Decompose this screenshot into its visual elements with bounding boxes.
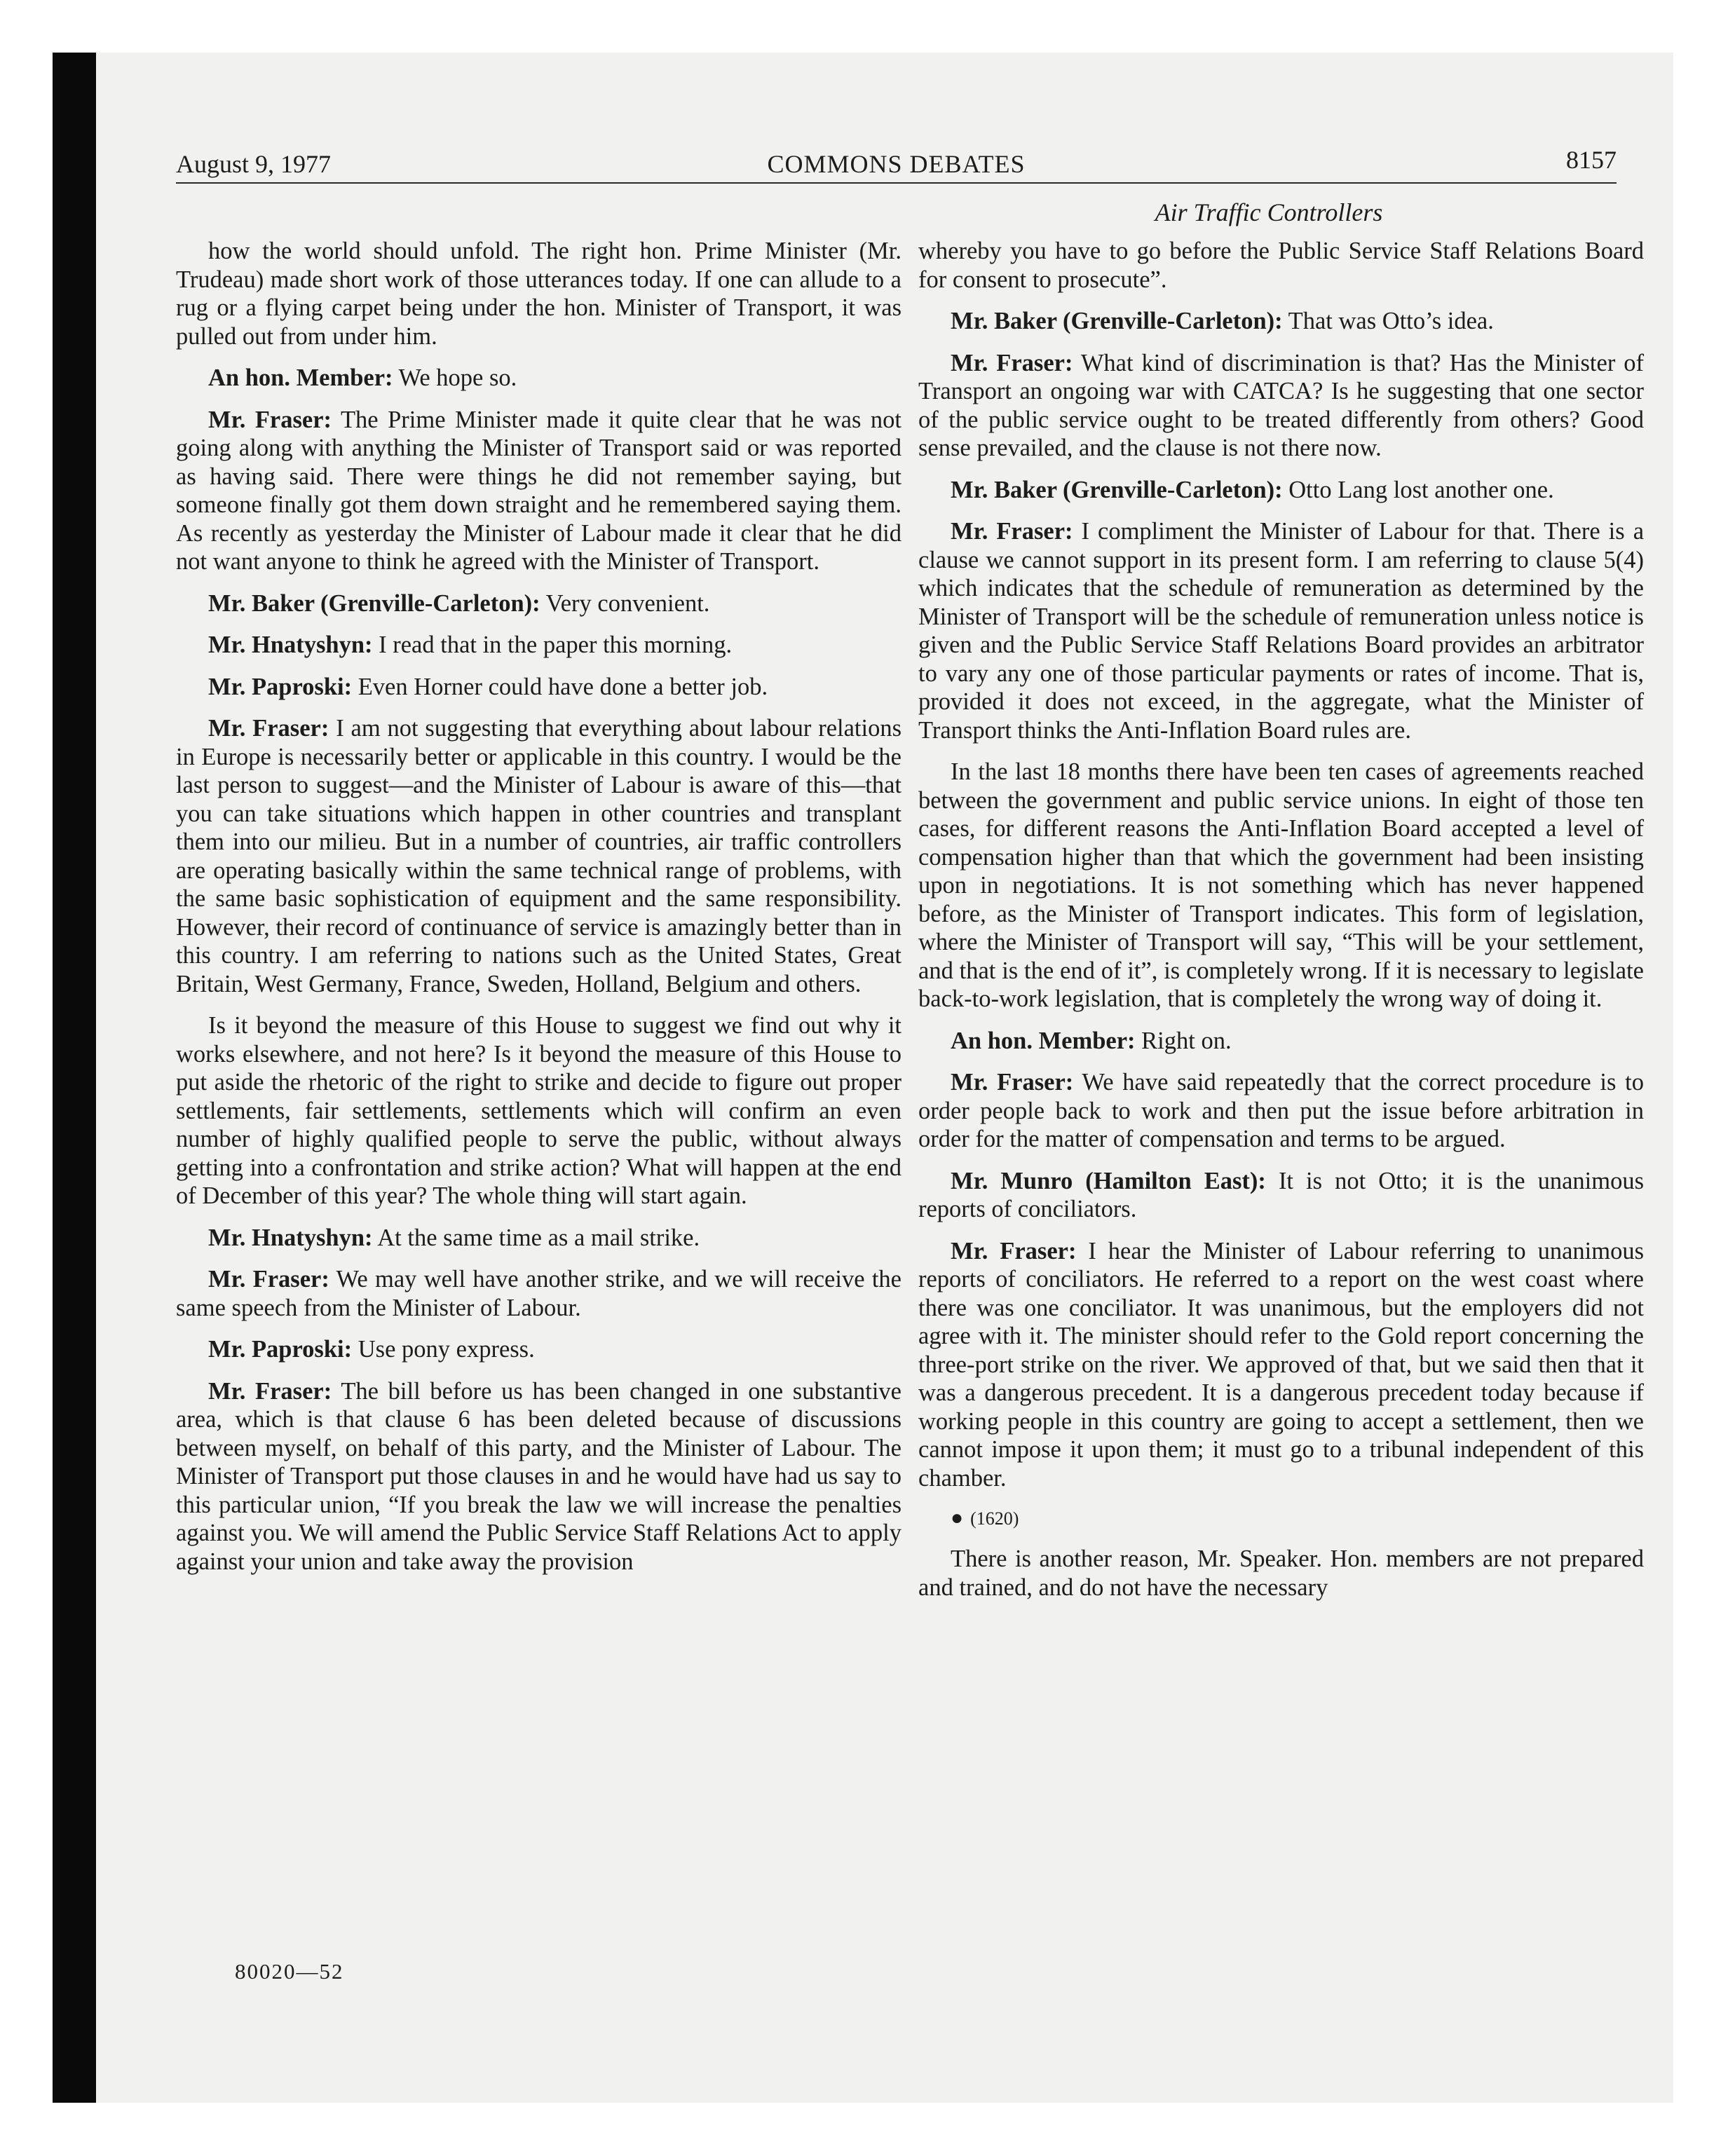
paragraph	[176, 237, 901, 350]
speech-paragraph	[176, 589, 901, 618]
paragraph-text: What kind of discrimination is that? Has the Minister of Transport an ongoing war with CATCA? Is he suggesting that one sector of the public service ought to be treated differently from others? Good sense prevailed, and the clause is not there now.	[918, 349, 1644, 461]
paragraph	[176, 1011, 901, 1210]
speaker-name: Mr. Paproski:	[208, 1336, 353, 1363]
paragraph-text: There is another reason, Mr. Speaker. Hon. members are not prepared and trained, and do not have the necessary	[918, 1546, 1644, 1601]
speaker-name: An hon. Member:	[208, 364, 393, 391]
speech-paragraph	[176, 364, 901, 393]
speaker-name: Mr. Paproski:	[208, 673, 353, 700]
speaker-name: Mr. Fraser:	[951, 1237, 1077, 1264]
paragraph-text: The Prime Minister made it quite clear that he was not going along with anything the Minister of Transport said or was reported as having said. There were things he did not remember saying, but someone finally got them down straight and he remembered saying them. As recently as yesterday the Minister of Labour made it clear that he did not want anyone to think he agreed with the Minister of Transport.	[176, 406, 901, 575]
speech-paragraph	[176, 1377, 901, 1576]
speech-paragraph	[176, 673, 901, 702]
speech-paragraph	[176, 1224, 901, 1253]
footer-code: 80020—52	[235, 1959, 344, 1984]
left-column	[176, 237, 901, 1589]
speaker-name: An hon. Member:	[951, 1027, 1136, 1054]
paragraph-text: The bill before us has been changed in one substantive area, which is that clause 6 has been deleted because of discussions between myself, on behalf of this party, and the Minister of Labour. The Minister of Transport put those clauses in and he would have had us say to this particular union, “If you break the law we will increase the penalties against you. We will amend the Public Service Staff Relations Act to apply against your union and take away the provision	[176, 1377, 901, 1575]
paragraph-text: Right on.	[1141, 1027, 1232, 1054]
running-head	[176, 146, 1617, 182]
header-rule	[176, 182, 1617, 184]
speech-paragraph	[176, 714, 901, 998]
speech-paragraph	[918, 307, 1644, 336]
paragraph-text: We hope so.	[398, 364, 517, 391]
paragraph-text: whereby you have to go before the Public Service Staff Relations Board for consent to prosecute”.	[918, 238, 1644, 293]
subject-heading: Air Traffic Controllers	[1155, 198, 1383, 226]
speaker-name: Mr. Fraser:	[208, 1377, 332, 1405]
paragraph-text: Otto Lang lost another one.	[1288, 476, 1554, 503]
paragraph-text: Is it beyond the measure of this House to suggest we find out why it works elsewhere, and not here? Is it beyond the measure of this House to put aside the rhetoric of the right to strike and decide to figure out proper settlements, fair settlements, settlements which will confirm an even number of highly qualified people to serve the public, without always getting into a confrontation and strike action? What will happen at the end of December of this year? The whole thing will start again.	[176, 1012, 901, 1209]
page-number: 8157	[1566, 146, 1617, 174]
speaker-name: Mr. Hnatyshyn:	[208, 1224, 373, 1251]
speaker-name: Mr. Fraser:	[208, 1266, 329, 1292]
speech-paragraph	[918, 1167, 1644, 1224]
paragraph-text: I am not suggesting that everything about labour relations in Europe is necessarily better or applicable in this country. I would be the last person to suggest—and the Minister of Labour is aware of this—that you can take situations which happen in other countries and transplant them into our milieu. But in a number of countries, air traffic controllers are operating basically within the same technical range of problems, with the same basic sophistication of equipment and the same responsibility. However, their record of continuance of service is amazingly better than in this country. I am referring to nations such as the United States, Great Britain, West Germany, France, Sweden, Holland, Belgium and others.	[176, 715, 902, 997]
speech-paragraph	[918, 1237, 1644, 1493]
bullet-icon: ●	[951, 1506, 964, 1529]
paragraph	[918, 237, 1644, 294]
header-date: August 9, 1977	[176, 150, 332, 178]
paragraph	[918, 758, 1644, 1014]
speech-paragraph	[918, 517, 1644, 744]
paragraph-text: I read that in the paper this morning.	[379, 632, 733, 658]
paragraph-text: Very convenient.	[545, 589, 710, 617]
paragraph-text: It is not Otto; it is the unanimous reports of conciliators.	[918, 1167, 1645, 1222]
speaker-name: Mr. Baker (Grenville-Carleton):	[951, 308, 1283, 334]
paragraph	[918, 1545, 1644, 1602]
paragraph-text: We have said repeatedly that the correct procedure is to order people back to work and then put the issue before arbitration in order for the matter of compensation and terms to be argued.	[918, 1069, 1644, 1152]
speaker-name: Mr. Munro (Hamilton East):	[951, 1167, 1266, 1194]
speaker-name: Mr. Fraser:	[951, 349, 1073, 376]
speech-paragraph	[918, 476, 1644, 505]
speaker-name: Mr. Baker (Grenville-Carleton):	[208, 589, 540, 617]
speaker-name: Mr. Fraser:	[951, 518, 1073, 545]
time-marker	[918, 1506, 1644, 1531]
paragraph-text: I hear the Minister of Labour referring to unanimous reports of conciliators. He referred to a report on the west coast where there was one conciliator. It was unanimous, but the employers did not agree with it. The minister should refer to the Gold report concerning the three-port strike on the river. We approved of that, but we said then that it was a dangerous precedent. It is a dangerous precedent today because if working people in this country are going to accept a settlement, then we cannot impose it upon them; it must go to a tribunal independent of this chamber.	[918, 1237, 1645, 1492]
speaker-name: Mr. Fraser:	[208, 715, 329, 742]
right-column	[918, 237, 1644, 1615]
paragraph-text: In the last 18 months there have been ten cases of agreements reached between the government and public service unions. In eight of those ten cases, for different reasons the Anti-Inflation Board accepted a level of compensation higher than that which the government had been insisting upon in negotiations. It is not something which has never happened before, as the Minister of Transport indicates. This form of legislation, where the Minister of Transport will say, “This will be your settlement, and that is the end of it”, is completely wrong. If it is necessary to legislate back-to-work legislation, that is completely the wrong way of doing it.	[918, 758, 1644, 1012]
paragraph-text: how the world should unfold. The right hon. Prime Minister (Mr. Trudeau) made short work of those utterances today. If one can allude to a rug or a flying carpet being under the hon. Minister of Transport, it was pulled out from under him.	[176, 238, 901, 350]
speech-paragraph	[176, 1335, 901, 1364]
speech-paragraph	[918, 349, 1644, 463]
speech-paragraph	[918, 1068, 1644, 1154]
paragraph-text: Use pony express.	[358, 1336, 535, 1363]
header-title: COMMONS DEBATES	[767, 150, 1026, 178]
paragraph-text: We may well have another strike, and we will receive the same speech from the Minister of Labour.	[176, 1266, 901, 1321]
paragraph-text: I compliment the Minister of Labour for that. There is a clause we cannot support in its present form. I am referring to clause 5(4) which indicates that the schedule of remuneration as determined by the Minister of Transport will be the schedule of remuneration unless notice is given and the Public Service Staff Relations Board provides an arbitrator to vary any one of those particular payments or rates of income. That is, provided it does not exceed, in the aggregate, what the Minister of Transport thinks the Anti-Inflation Board rules are.	[918, 518, 1645, 744]
speaker-name: Mr. Baker (Grenville-Carleton):	[951, 476, 1283, 503]
speech-paragraph	[176, 406, 901, 576]
speech-paragraph	[176, 1265, 901, 1322]
scan-edge	[53, 53, 96, 2103]
speech-paragraph	[918, 1027, 1644, 1056]
speaker-name: Mr. Fraser:	[208, 406, 332, 433]
paragraph-text: At the same time as a mail strike.	[377, 1224, 700, 1251]
time-marker-text: (1620)	[970, 1508, 1019, 1529]
speaker-name: Mr. Fraser:	[951, 1069, 1074, 1096]
paragraph-text: Even Horner could have done a better job.	[358, 673, 768, 700]
speech-paragraph	[176, 631, 901, 660]
paragraph-text: That was Otto’s idea.	[1288, 308, 1494, 334]
speaker-name: Mr. Hnatyshyn:	[208, 632, 373, 658]
